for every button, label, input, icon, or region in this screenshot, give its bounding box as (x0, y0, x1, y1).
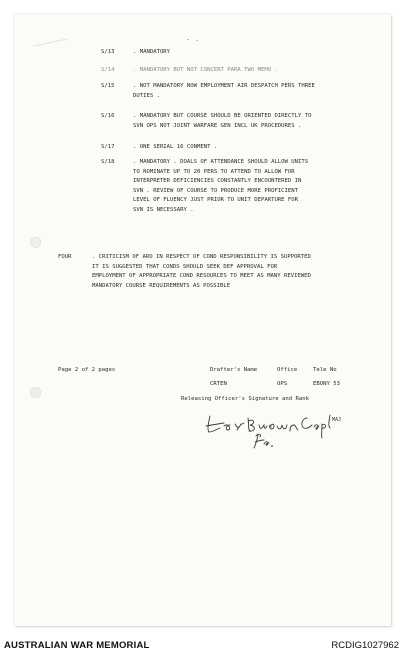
entry-text: . MANDATORY BUT COURSE SHOULD BE ORIENTED DIRECTLY TO SVN OPS NOT JOINT WARFARE GEN INCL UK PROCEDURES . (133, 113, 312, 129)
drafter-name-value: CRTEN (210, 381, 227, 387)
entry-serial: S/15 (101, 83, 115, 89)
entry-text: . NOT MANDATORY NOW EMPLOYMENT AIR DESPATCH PERS THREE DUTIES . (133, 83, 315, 99)
entry-text: . MANDATORY BUT NOT CONCERT PARA TWO MEMO . (133, 67, 278, 73)
entry-serial: S/18 (101, 159, 115, 165)
entry-text: . ONE SERIAL 16 CONMENT . (133, 144, 218, 150)
entry-serial: S/14 (101, 67, 115, 73)
entry-serial: S/16 (101, 113, 115, 119)
archive-institution: AUSTRALIAN WAR MEMORIAL (4, 640, 150, 651)
page-count: Page 2 of 2 pages (58, 367, 116, 373)
punch-hole-lower (30, 387, 41, 398)
office-header: Office (277, 367, 298, 373)
tele-no-header: Tele No (313, 367, 337, 373)
punch-hole-upper (30, 237, 41, 248)
signature-rank: MAJ (332, 417, 342, 423)
tele-no-value: EBONY 53 (313, 381, 340, 387)
paper-scuff (33, 39, 69, 57)
handwritten-signature (204, 406, 344, 452)
section-four-text: . CRITICISM OF ARO IN RESPECT OF COND RESPONSIBILITY IS SUPPORTED IT IS SUGGESTED THAT CONDS SHOULD SEEK DEF APPROVAL FOR EMPLOYMENT OF APPROPRIATE COND RESOURCES TO MEET AS MANY REVIEWED MANDATORY COURSE REQUIREMENTS AS POSSIBLE (92, 254, 311, 289)
document-page (14, 14, 391, 626)
archive-reference: RCDIG1027962 (331, 640, 399, 651)
entry-text: . MANDATORY . DOALS OF ATTENDANCE SHOULD ALLOW UNITS TO NOMINATE UP TO 20 PERS TO ATTEND TO ALLOW FOR INTERPRETER DEFICIENCIES CONSTANTLY ENCOUNTERED IN SVN . REVIEW OF COURSE TO PRODUCE MORE PROFICIENT LEVEL OF FLUENCY JUST PRIOR TO UNIT DEPARTURE FOR SVN IS NECESSARY . (133, 159, 309, 213)
entry-text: . MANDATORY (133, 49, 171, 55)
header-mark: - . (186, 36, 200, 43)
releasing-officer-label: Releasing Officer's Signature and Rank (181, 396, 309, 402)
section-four-label: FOUR (58, 254, 72, 260)
office-value: OPS (277, 381, 288, 387)
drafter-name-header: Drafter's Name (210, 367, 258, 373)
entry-serial: S/17 (101, 144, 115, 150)
entry-serial: S/13 (101, 49, 115, 55)
